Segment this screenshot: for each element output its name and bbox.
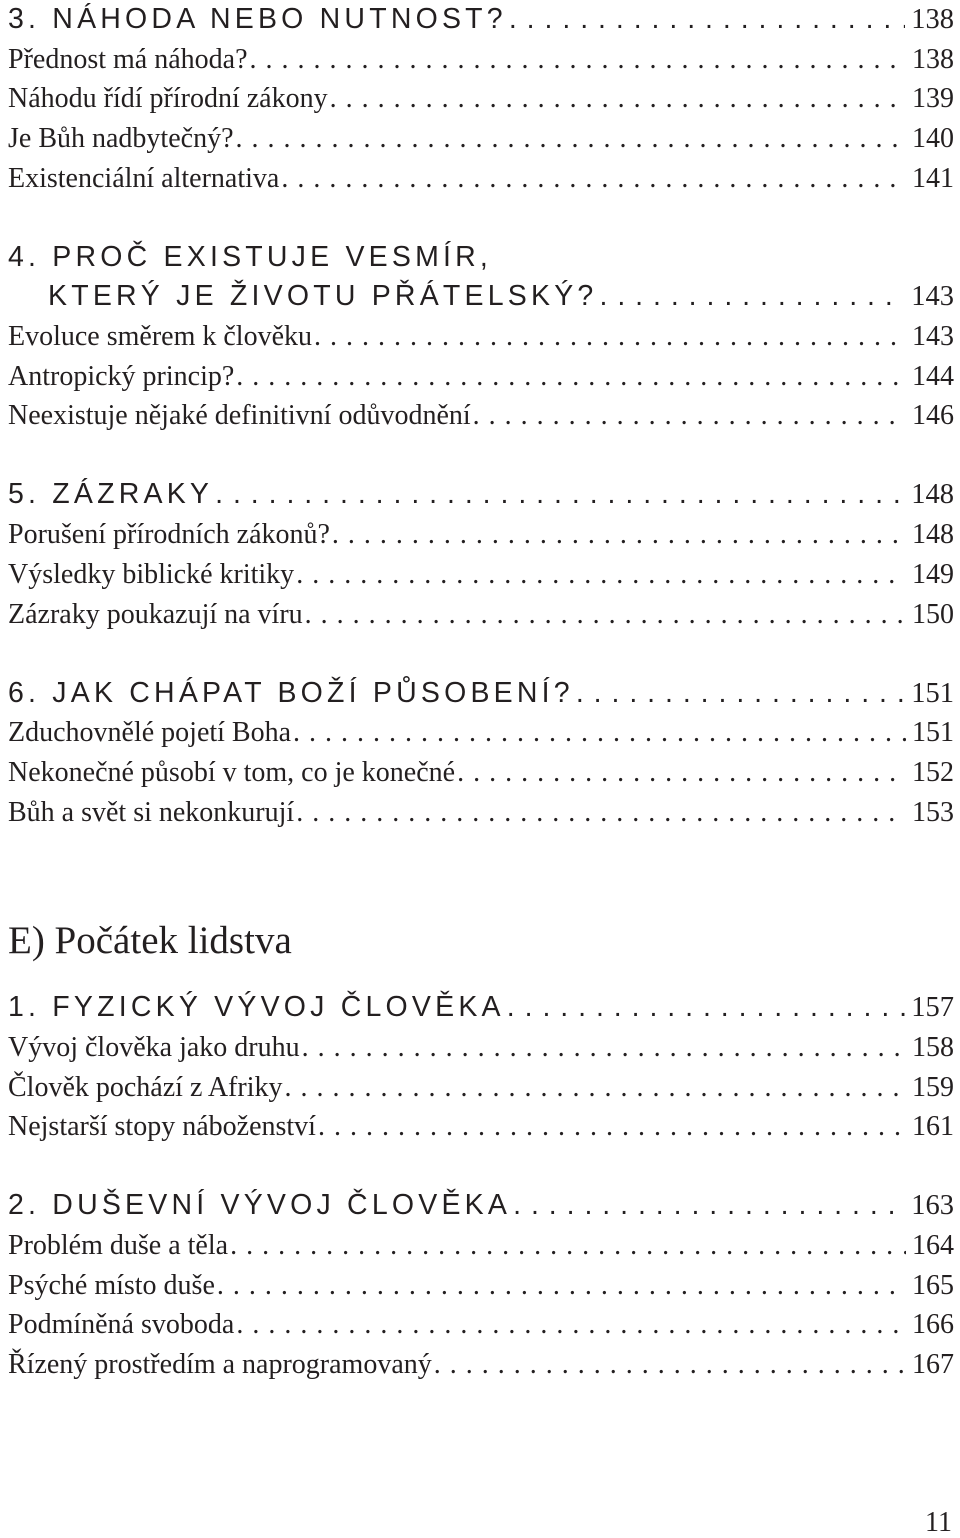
toc-dot-leader [513, 1186, 905, 1226]
toc-page-number: 148 [911, 479, 954, 511]
toc-dot-leader [314, 317, 906, 357]
toc-entry-title: Problém duše a těla [8, 1230, 229, 1261]
toc-dot-leader [236, 357, 906, 397]
toc-page-number: 146 [912, 400, 954, 432]
toc-dot-leader [293, 713, 906, 753]
toc-page-number: 161 [912, 1111, 954, 1143]
toc-chapter-heading[interactable] [8, 0, 954, 40]
toc-page-number: 139 [912, 83, 954, 115]
toc-page-number: 148 [912, 519, 954, 551]
toc-page-number: 141 [912, 162, 954, 194]
toc-entry-title: 4. PROČ EXISTUJE VESMÍR, [8, 240, 493, 273]
toc-chapter-heading-line2[interactable] [8, 277, 954, 317]
toc-page-number: 151 [911, 677, 954, 709]
toc-entry-title: Evoluce směrem k člověku [8, 321, 313, 353]
toc-dot-leader [599, 277, 905, 317]
toc-dot-leader [330, 79, 906, 119]
toc-entry-title: Nejstarší stopy náboženství [8, 1111, 316, 1143]
part-heading[interactable]: E) Počátek lidstva [8, 919, 292, 963]
section-spacer [8, 970, 954, 988]
toc-entry[interactable] [8, 79, 954, 119]
toc-page-number: 150 [912, 598, 954, 630]
toc-dot-leader [296, 555, 906, 595]
section-spacer [8, 436, 954, 475]
toc-entry[interactable] [8, 1028, 954, 1068]
toc-entry-title: 1. FYZICKÝ VÝVOJ ČLOVĚKA [8, 991, 505, 1024]
toc-entry-title: Podmíněná svoboda [8, 1309, 235, 1341]
toc-page-number: 153 [912, 796, 954, 828]
toc-entry-title: 3. NÁHODA NEBO NUTNOST? [8, 3, 507, 35]
toc-dot-leader [434, 1345, 906, 1385]
toc-dot-leader [509, 0, 905, 40]
toc-entry[interactable] [8, 1305, 954, 1345]
toc-dot-leader [296, 793, 906, 833]
toc-chapter-heading[interactable] [8, 988, 954, 1028]
toc-page-number: 151 [912, 717, 954, 749]
toc-entry-title: Přednost má náhoda? [8, 43, 248, 75]
toc-entry[interactable] [8, 753, 954, 793]
toc-entry-title: Porušení přírodních zákonů? [8, 519, 330, 551]
toc-page-number: 158 [912, 1031, 954, 1063]
toc-entry[interactable] [8, 515, 954, 555]
toc-entry-title: Náhodu řídí přírodní zákony [8, 83, 328, 115]
section-spacer [8, 832, 954, 910]
toc-entry-title: KTERÝ JE ŽIVOTU PŘÁTELSKÝ? [48, 280, 598, 313]
toc-entry[interactable] [8, 1266, 954, 1306]
toc-page-number: 149 [912, 558, 954, 590]
toc-entry-title: Vývoj člověka jako druhu [8, 1031, 300, 1063]
toc-chapter-heading[interactable] [8, 674, 954, 714]
toc-entry[interactable] [8, 119, 954, 159]
toc-page-number: 159 [912, 1071, 954, 1103]
toc-entry[interactable] [8, 357, 954, 397]
toc-dot-leader [302, 1028, 906, 1068]
toc-dot-leader [230, 1226, 906, 1266]
toc-entry[interactable] [8, 396, 954, 436]
toc-entry-title: Zduchovnělé pojetí Boha [8, 717, 292, 749]
toc-entry-title: Člověk pochází z Afriky [8, 1071, 283, 1103]
toc-entry[interactable] [8, 40, 954, 80]
toc-entry-title: Antropický princip? [8, 360, 235, 392]
toc-page-number: 140 [912, 123, 954, 155]
toc-entry-title: 2. DUŠEVNÍ VÝVOJ ČLOVĚKA [8, 1189, 512, 1222]
toc-page-number: 143 [911, 281, 954, 313]
toc-entry[interactable] [8, 317, 954, 357]
toc-entry[interactable] [8, 793, 954, 833]
toc-dot-leader [318, 1107, 906, 1147]
toc-entry[interactable] [8, 555, 954, 595]
toc-entry-title: Je Bůh nadbytečný? [8, 123, 234, 155]
toc-page-number: 144 [912, 360, 954, 392]
toc-page-number: 157 [911, 992, 954, 1024]
toc-dot-leader [215, 475, 905, 515]
toc-dot-leader [236, 119, 907, 159]
page-number-footer: 11 [925, 1507, 952, 1538]
toc-dot-leader [576, 674, 905, 714]
table-of-contents [8, 0, 954, 1385]
toc-page-number: 163 [911, 1190, 954, 1222]
toc-dot-leader [507, 988, 905, 1028]
toc-entry-title: Nekonečné působí v tom, co je konečné [8, 756, 456, 788]
toc-page-number: 165 [912, 1269, 954, 1301]
toc-dot-leader [236, 1305, 906, 1345]
toc-entry-title: Existenciální alternativa [8, 162, 280, 194]
toc-page-number: 166 [912, 1309, 954, 1341]
toc-dot-leader [217, 1266, 906, 1306]
toc-page-number: 152 [912, 756, 954, 788]
toc-entry-title: Výsledky biblické kritiky [8, 558, 295, 590]
toc-entry-title: Neexistuje nějaké definitivní odůvodnění [8, 400, 471, 432]
toc-dot-leader [284, 1068, 906, 1108]
toc-chapter-heading[interactable] [8, 1186, 954, 1226]
toc-entry-title: Psýché místo duše [8, 1269, 215, 1301]
toc-entry-title: 5. ZÁZRAKY [8, 478, 214, 511]
toc-dot-leader [473, 396, 906, 436]
toc-entry-title: Bůh a svět si nekonkurují [8, 796, 295, 828]
section-spacer [8, 634, 954, 673]
toc-entry[interactable] [8, 713, 954, 753]
toc-dot-leader [305, 595, 906, 635]
toc-entry-title: Řízený prostředím a naprogramovaný [8, 1349, 432, 1381]
toc-entry[interactable] [8, 159, 954, 199]
toc-page-number: 138 [912, 43, 954, 75]
toc-chapter-heading[interactable] [8, 475, 954, 515]
toc-entry[interactable] [8, 595, 954, 635]
toc-entry-title: 6. JAK CHÁPAT BOŽÍ PŮSOBENÍ? [8, 676, 574, 709]
toc-dot-leader [332, 515, 906, 555]
toc-chapter-heading-line1[interactable] [8, 238, 954, 278]
section-spacer [8, 198, 954, 237]
toc-page-number: 167 [912, 1349, 954, 1381]
toc-entry[interactable] [8, 1226, 954, 1266]
toc-entry[interactable] [8, 1068, 954, 1108]
toc-page-number: 138 [911, 4, 954, 35]
toc-entry[interactable] [8, 1107, 954, 1147]
toc-dot-leader [250, 40, 907, 80]
toc-dot-leader [281, 159, 906, 199]
toc-page-number: 143 [912, 321, 954, 353]
section-spacer [8, 1147, 954, 1186]
toc-entry[interactable] [8, 1345, 954, 1385]
toc-page-number: 164 [912, 1230, 954, 1261]
toc-dot-leader [457, 753, 906, 793]
toc-entry-title: Zázraky poukazují na víru [8, 598, 303, 630]
